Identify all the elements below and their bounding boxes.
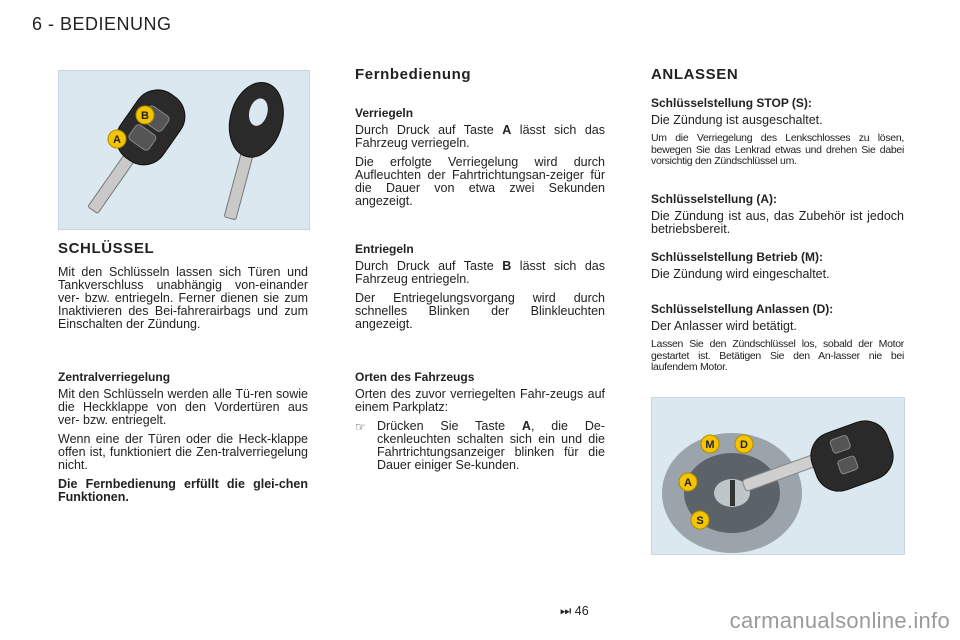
section-heading-fernbedienung: Fernbedienung — [355, 66, 472, 83]
subheading-zubehoer: Schlüsselstellung (A): — [651, 192, 778, 206]
stop-paragraph-2: Um die Verriegelung des Lenkschlosses zu lösen, bewegen Sie das Lenkrad etwas und drehen Sie dabei vorsichtig den Zündschlüssel um. — [651, 132, 904, 167]
key-blade-right — [224, 149, 254, 220]
section-heading-anlassen: ANLASSEN — [651, 66, 739, 83]
key-label-b: B — [502, 259, 512, 273]
key-label-a-locate: A — [521, 419, 531, 433]
page-reference-number: 46 — [574, 604, 589, 618]
subheading-orten: Orten des Fahrzeugs — [355, 370, 475, 384]
badge-m-label: M — [705, 439, 715, 451]
central-bold-note: Die Fernbedienung erfüllt die glei-chen Funktionen. — [58, 477, 308, 504]
ignition-drawing — [652, 398, 904, 554]
badge-s-label: S — [696, 515, 704, 527]
subheading-anlassen-d: Schlüsselstellung Anlassen (D): — [651, 302, 834, 316]
central-paragraph-2: Wenn eine der Türen oder die Heck-klappe offen ist, funktioniert die Zen-tralverriegelung nicht. — [58, 432, 308, 472]
keys-drawing — [59, 71, 309, 229]
central-paragraph-1: Mit den Schlüsseln werden alle Tü-ren sowie die Heckklappe von den Vordertüren aus ver- bzw. entriegelt. — [58, 387, 308, 427]
subheading-entriegeln: Entriegeln — [355, 242, 414, 256]
subheading-verriegeln: Verriegeln — [355, 106, 414, 120]
watermark: carmanualsonline.info — [729, 608, 950, 633]
start-paragraph-2: Lassen Sie den Zündschlüssel los, sobald der Motor gestartet ist. Betätigen Sie den An-lasser nie bei laufendem Motor. — [651, 338, 904, 373]
acc-paragraph-1: Die Zündung ist aus, das Zubehör ist jedoch betriebsbereit. — [651, 209, 904, 236]
run-paragraph-1: Die Zündung wird eingeschaltet. — [651, 267, 830, 281]
badge-a-label: A — [113, 134, 121, 146]
lock-paragraph-1: Durch Druck auf Taste A lässt sich das Fahrzeug verriegeln. — [355, 123, 605, 150]
keys-illustration — [58, 70, 310, 230]
double-arrow-icon: ⏭ — [560, 604, 572, 618]
section-heading-schluessel: SCHLÜSSEL — [58, 240, 155, 257]
subheading-zentralverriegelung: Zentralverriegelung — [58, 370, 171, 384]
stop-paragraph-1: Die Zündung ist ausgeschaltet. — [651, 113, 823, 127]
locate-bullet-text: Drücken Sie Taste A, die De-ckenleuchten schalten sich ein und die Fahrtrichtungsanzeiger blinken für die Dauer einiger Se-kunden. — [377, 419, 605, 472]
intro-paragraph: Mit den Schlüsseln lassen sich Türen und Tankverschluss unabhängig von-einander ver- bzw. entriegeln. Ferner dienen sie zum Inaktivieren des Bei-fahrerairbags und zum Einschalten der Zündung. — [58, 265, 308, 331]
key-label-a: A — [502, 123, 512, 137]
badge-b-label: B — [141, 110, 149, 122]
page-title: 6 - BEDIENUNG — [32, 14, 172, 34]
unlock-paragraph-2: Der Entriegelungsvorgang wird durch schnelles Blinken der Blinkleuchten angezeigt. — [355, 291, 605, 331]
start-paragraph-1: Der Anlasser wird betätigt. — [651, 319, 797, 333]
lock-paragraph-2: Die erfolgte Verriegelung wird durch Aufleuchten der Fahrtrichtungsan-zeiger für die Dauer von etwa zwei Sekunden angezeigt. — [355, 155, 605, 208]
locate-paragraph-1: Orten des zuvor verriegelten Fahr-zeugs auf einem Parkplatz: — [355, 387, 605, 414]
badge-d-label: D — [740, 439, 748, 451]
subheading-stop: Schlüsselstellung STOP (S): — [651, 96, 812, 110]
badge-a-ignition-label: A — [684, 477, 692, 489]
locate-bullet — [355, 420, 605, 478]
ignition-illustration — [651, 397, 905, 555]
subheading-betrieb: Schlüsselstellung Betrieb (M): — [651, 250, 824, 264]
page-reference[interactable] — [560, 604, 589, 619]
pointing-hand-icon: ☞ — [355, 420, 366, 434]
unlock-paragraph-1: Durch Druck auf Taste B lässt sich das Fahrzeug entriegeln. — [355, 259, 605, 286]
